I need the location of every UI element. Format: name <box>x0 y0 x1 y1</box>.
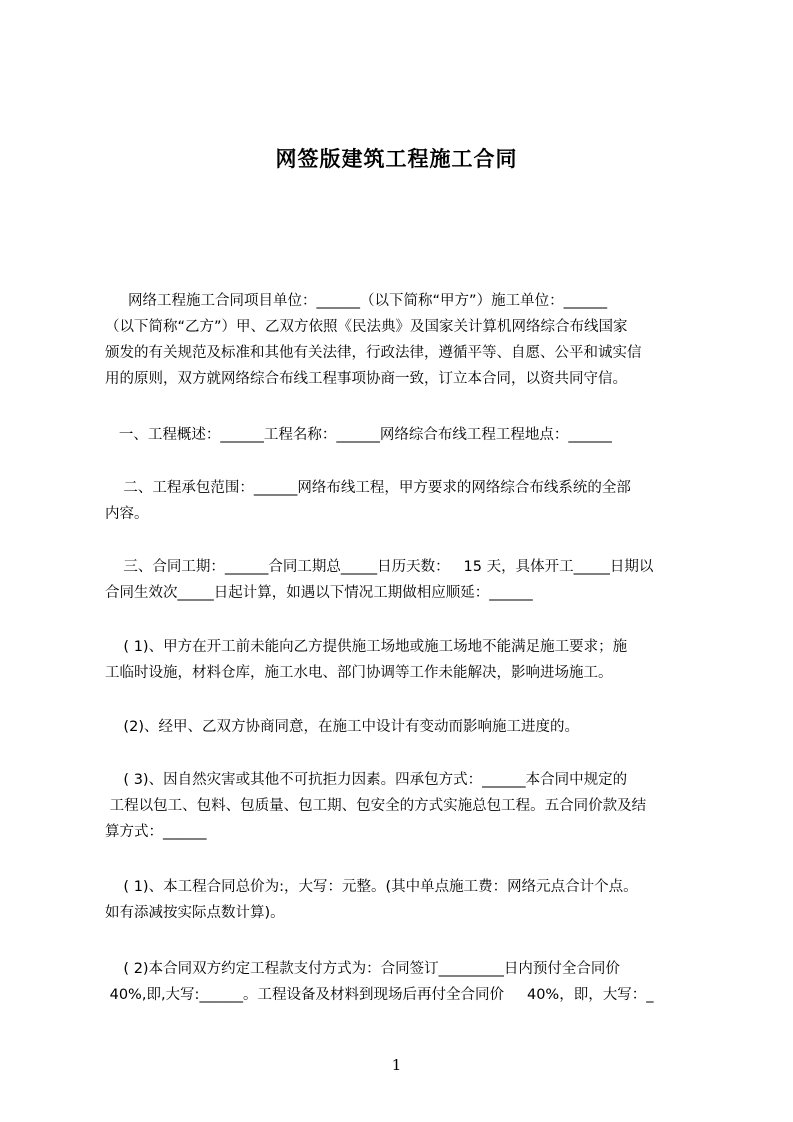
text-line: 二、工程承包范围：______网络布线工程，甲方要求的网络综合布线系统的全部 <box>105 480 631 496</box>
text-line: ( 3)、因自然灾害或其他不可抗拒力因素。四承包方式：______本合同中规定的 <box>105 772 628 788</box>
paragraph-payment-2 <box>105 956 715 1008</box>
text-line: 如有添减按实际点数计算)。 <box>105 905 285 921</box>
text-line: 网络工程施工合同项目单位：______（以下简称“甲方”）施工单位：______ <box>105 293 608 309</box>
text-line: 用的原则，双方就网络综合布线工程事项协商一致，订立本合同，以资共同守信。 <box>105 371 627 387</box>
text-line: 工程以包工、包料、包质量、包工期、包安全的方式实施总包工程。五合同价款及结 <box>105 798 647 814</box>
text-line: 颁发的有关规范及标准和其他有关法律，行政法律，遵循平等、自愿、公平和诚实信 <box>105 345 642 361</box>
document-title: 网签版建筑工程施工合同 <box>275 147 518 171</box>
text-line: 合同生效次_____日起计算，如遇以下情况工期做相应顺延：______ <box>105 585 533 601</box>
paragraph-section-2 <box>105 475 715 527</box>
text-line: 40%,即,大写:______。工程设备及材料到现场后再付全合同价 40%，即，大写：_ <box>105 987 654 1003</box>
paragraph-clause-3 <box>105 767 715 845</box>
paragraph-intro <box>105 288 715 392</box>
text-line: 算方式：______ <box>105 824 207 840</box>
paragraph-clause-1 <box>105 634 715 686</box>
text-line: 内容。 <box>105 506 149 522</box>
text-line: （以下简称“乙方”）甲、乙双方依照《民法典》及国家关计算机网络综合布线国家 <box>105 319 628 335</box>
paragraph-section-3 <box>105 554 715 606</box>
paragraph-payment-1 <box>105 874 715 926</box>
text-line: 工临时设施，材料仓库，施工水电、部门协调等工作未能解决，影响进场施工。 <box>105 665 613 681</box>
text-line: 一、工程概述：______工程名称：______网络综合布线工程工程地点：______ <box>105 427 612 443</box>
text-line: (2)、经甲、乙双方协商同意，在施工中设计有变动而影响施工进度的。 <box>105 719 579 735</box>
page-number: 1 <box>391 1056 402 1074</box>
paragraph-clause-2 <box>105 714 715 740</box>
text-line: ( 1)、本工程合同总价为:，大写：元整。(其中单点施工费：网络元点合计个点。 <box>105 879 638 895</box>
text-line: ( 1)、甲方在开工前未能向乙方提供施工场地或施工场地不能满足施工要求；施 <box>105 639 628 655</box>
text-line: ( 2)本合同双方约定工程款支付方式为：合同签订_________日内预付全合同价 <box>105 961 620 977</box>
text-line: 三、合同工期：______合同工期总_____日历天数： 15 天，具体开工_____日期以 <box>105 559 654 575</box>
paragraph-section-1 <box>105 422 715 448</box>
